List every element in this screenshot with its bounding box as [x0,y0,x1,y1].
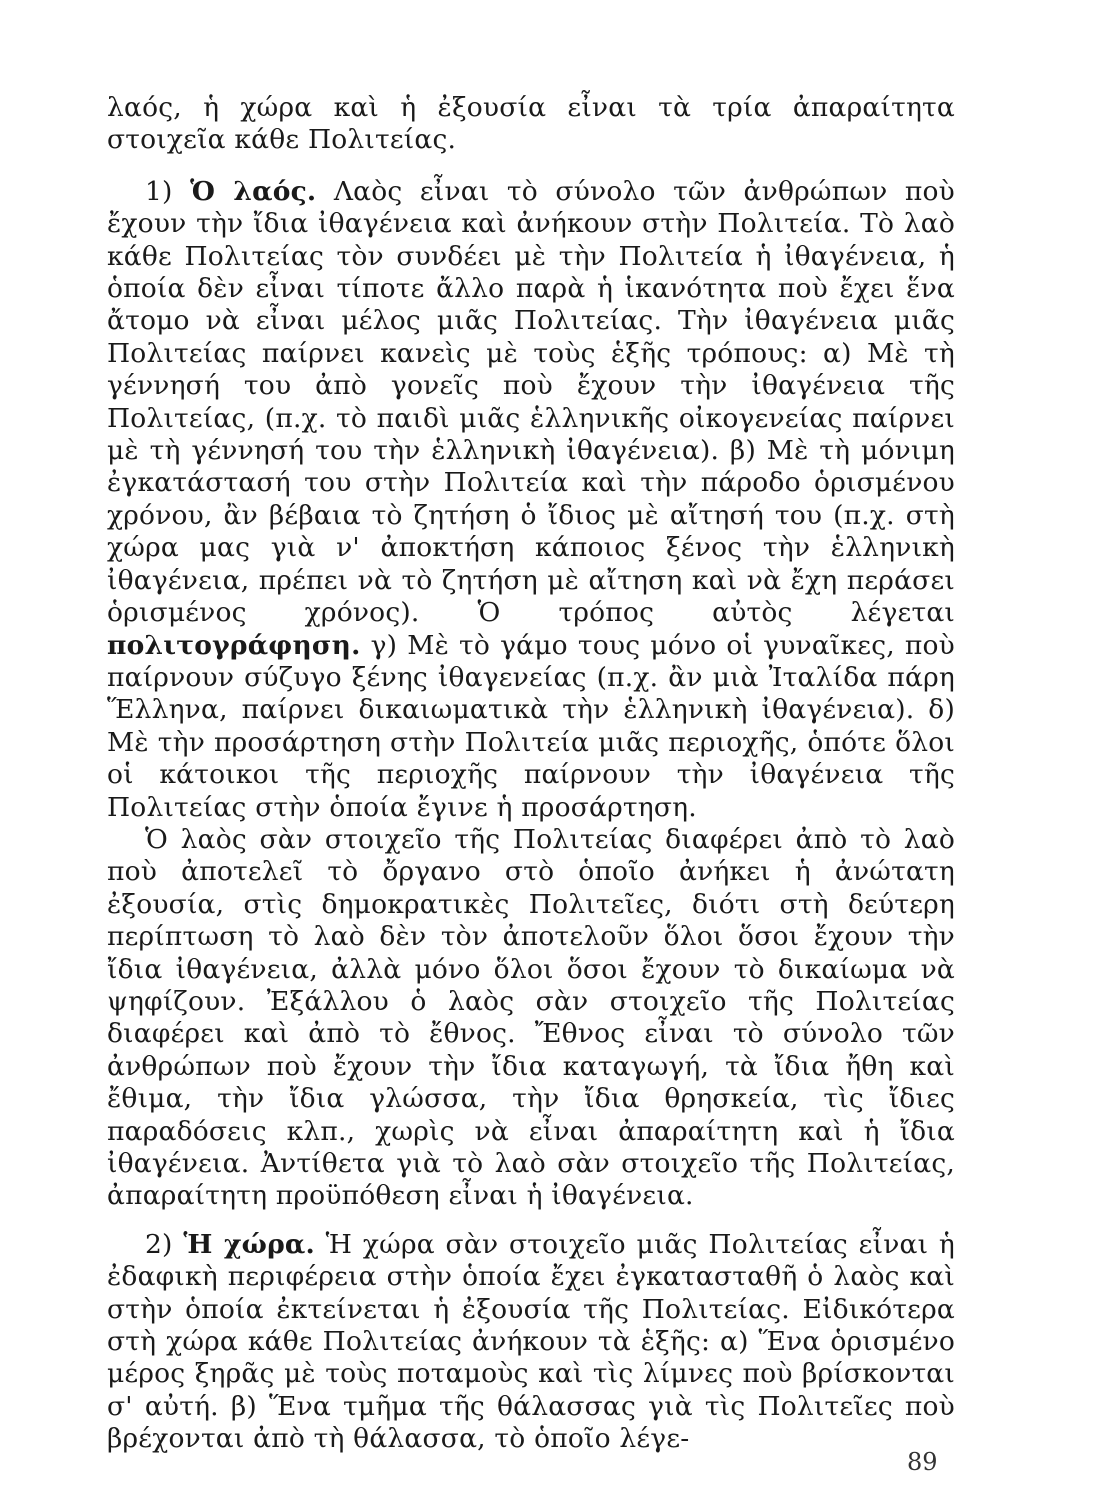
section-laos-heading: Ὁ λαός. [190,175,317,207]
term-politografisi: πολιτογράφηση. [107,629,361,661]
section-laos-number: 1) [145,175,191,207]
laos-nation-paragraph: Ὁ λαὸς σὰν στοιχεῖο τῆς Πολιτείας διαφέρει ἀπὸ τὸ λαὸ ποὺ ἀποτελεῖ τὸ ὄργανο στὸ ὁποῖο ἀνήκει ἡ ἀνώτατη ἐξουσία, στὶς δημοκρατικὲς Πολιτεῖες, διότι στὴ δεύτερη περίπτωση τὸ λαὸ δὲν τὸν ἀποτελοῦν ὅλοι ὅσοι ἔχουν τὴν ἴδια ἰθαγένεια, ἀλλὰ μόνο ὅλοι ὅσοι ἔχουν τὸ δικαίωμα νὰ ψηφίζουν. Ἐξάλλου ὁ λαὸς σὰν στοιχεῖο τῆς Πολιτείας διαφέρει καὶ ἀπὸ τὸ ἔθνος. Ἔθνος εἶναι τὸ σύνολο τῶν ἀνθρώπων ποὺ ἔχουν τὴν ἴδια καταγωγή, τὰ ἴδια ἤθη καὶ ἔθιμα, τὴν ἴδια γλώσσα, τὴν ἴδια θρησκεία, τὶς ἴδιες παραδόσεις κλπ., χωρὶς νὰ εἶναι ἀπαραίτητη καὶ ἡ ἴδια ἰθαγένεια. Ἀντίθετα γιὰ τὸ λαὸ σὰν στοιχεῖο τῆς Πολιτείας, ἀπαραίτητη προϋπόθεση εἶναι ἡ ἰθαγένεια. [107,823,955,1212]
section-laos-text-continued: γ) Μὲ τὸ γάμο τους μόνο οἱ γυναῖκες, ποὺ παίρνουν σύζυγο ξένης ἰθαγενείας (π.χ. ἂν μιὰ Ἰταλίδα πάρη Ἕλληνα, παίρνει δικαιωματικὰ τὴν ἑλληνικὴ ἰθαγένεια). δ) Μὲ τὴν προσάρτηση στὴν Πολιτεία μιᾶς περιοχῆς, ὁπότε ὅλοι οἱ κάτοικοι τῆς περιοχῆς παίρνουν τὴν ἰθαγένεια τῆς Πολιτείας στὴν ὁποία ἔγινε ἡ προσάρτηση. [107,629,955,823]
page-body [107,92,955,1456]
section-laos-text: Λαὸς εἶναι τὸ σύνολο τῶν ἀνθρώπων ποὺ ἔχουν τὴν ἴδια ἰθαγένεια καὶ ἀνήκουν στὴν Πολιτεία. Τὸ λαὸ κάθε Πολιτείας τὸν συνδέει μὲ τὴν Πολιτεία ἡ ἰθαγένεια, ἡ ὁποία δὲν εἶναι τίποτε ἄλλο παρὰ ἡ ἱκανότητα ποὺ ἔχει ἕνα ἄτομο νὰ εἶναι μέλος μιᾶς Πολιτείας. Τὴν ἰθαγένεια μιᾶς Πολιτείας παίρνει κανεὶς μὲ τοὺς ἑξῆς τρόπους: α) Μὲ τὴ γέννησή του ἀπὸ γονεῖς ποὺ ἔχουν τὴν ἰθαγένεια τῆς Πολιτείας, (π.χ. τὸ παιδὶ μιᾶς ἑλληνικῆς οἰκογενείας παίρνει μὲ τὴ γέννησή του τὴν ἑλληνικὴ ἰθαγένεια). β) Μὲ τὴ μόνιμη ἐγκατάστασή του στὴν Πολιτεία καὶ τὴν πάροδο ὁρισμένου χρόνου, ἂν βέβαια τὸ ζητήση ὁ ἴδιος μὲ αἴτησή του (π.χ. στὴ χώρα μας γιὰ ν' ἀποκτήση κάποιος ξένος τὴν ἑλληνικὴ ἰθαγένεια, πρέπει νὰ τὸ ζητήση μὲ αἴτηση καὶ νὰ ἔχη περάσει ὁρισμένος χρόνος). Ὁ τρόπος αὐτὸς λέγεται [107,175,955,629]
page-number: 89 [907,1448,938,1476]
section-chora [107,1229,955,1456]
section-laos [107,176,955,824]
section-chora-text: Ἡ χώρα σὰν στοιχεῖο μιᾶς Πολιτείας εἶναι ἡ ἐδαφικὴ περιφέρεια στὴν ὁποία ἔχει ἐγκατασταθῆ ὁ λαὸς καὶ στὴν ὁποία ἐκτείνεται ἡ ἐξουσία τῆς Πολιτείας. Εἰδικότερα στὴ χώρα κάθε Πολιτείας ἀνήκουν τὰ ἑξῆς: α) Ἕνα ὁρισμένο μέρος ξηρᾶς μὲ τοὺς ποταμοὺς καὶ τὶς λίμνες ποὺ βρίσκονται σ' αὐτή. β) Ἕνα τμῆμα τῆς θάλασσας γιὰ τὶς Πολιτεῖες ποὺ βρέχονται ἀπὸ τὴ θάλασσα, τὸ ὁποῖο λέγε- [107,1228,955,1455]
intro-paragraph: λαός, ἡ χώρα καὶ ἡ ἐξουσία εἶναι τὰ τρία ἀπαραίτητα στοιχεῖα κάθε Πολιτείας. [107,92,955,156]
section-chora-number: 2) [145,1228,184,1260]
section-chora-heading: Ἡ χώρα. [183,1228,315,1260]
